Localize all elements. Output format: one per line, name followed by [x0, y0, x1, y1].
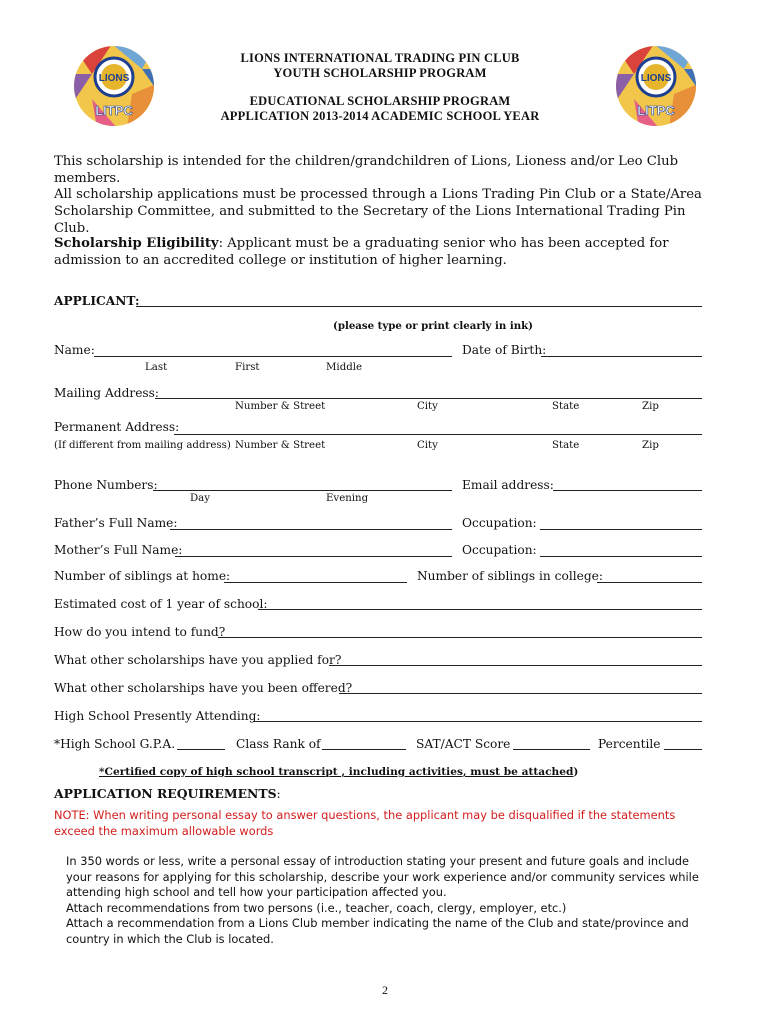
mailing-city-caption: City — [417, 401, 438, 412]
sat-field[interactable] — [513, 749, 590, 750]
requirements-heading-text: APPLICATION REQUIREMENTS — [54, 786, 277, 801]
requirements-heading-colon: : — [276, 786, 281, 801]
class-rank-label: Class Rank of — [236, 737, 321, 751]
mother-name-field[interactable] — [175, 556, 452, 557]
requirements-list — [66, 854, 706, 947]
name-last-caption: Last — [145, 362, 168, 373]
email-field[interactable] — [553, 490, 702, 491]
class-rank-field[interactable] — [322, 749, 406, 750]
phone-field[interactable] — [153, 490, 452, 491]
logo-caption: LITPC — [637, 103, 675, 118]
phone-day-caption: Day — [190, 493, 210, 504]
offered-label: What other scholarships have you been offered? — [54, 681, 353, 695]
percentile-field[interactable] — [664, 749, 702, 750]
permanent-state-caption: State — [552, 440, 580, 451]
percentile-label: Percentile — [598, 737, 661, 751]
lions-club-logo-right — [614, 44, 698, 128]
transcript-note-close: ) — [573, 766, 579, 778]
requirement-item: Attach recommendations from two persons (i.e., teacher, coach, clergy, employer, etc.) — [66, 900, 567, 915]
header-academic-year: APPLICATION 2013-2014 ACADEMIC SCHOOL YEAR — [220, 109, 540, 123]
name-label: Name: — [54, 343, 95, 357]
name-middle-caption: Middle — [326, 362, 363, 373]
dob-field[interactable] — [541, 356, 702, 357]
requirement-item: Attach a recommendation from a Lions Club member indicating the name of the Club and state/province and country in which the Club is located. — [66, 916, 689, 946]
mother-name-label: Mother’s Full Name: — [54, 543, 183, 557]
permanent-street-caption: Number & Street — [235, 440, 326, 451]
fund-label: How do you intend to fund? — [54, 625, 226, 639]
permanent-city-caption: City — [417, 440, 438, 451]
sat-label: SAT/ACT Score — [416, 737, 511, 751]
mailing-address-field[interactable] — [155, 398, 702, 399]
header-org-name: LIONS INTERNATIONAL TRADING PIN CLUB — [240, 51, 520, 65]
hs-attending-label: High School Presently Attending: — [54, 709, 261, 723]
header-edu-program: EDUCATIONAL SCHOLARSHIP PROGRAM — [249, 94, 511, 108]
email-label: Email address: — [462, 478, 554, 492]
permanent-zip-caption: Zip — [642, 440, 659, 451]
applied-label: What other scholarships have you applied for? — [54, 653, 342, 667]
applicant-label: APPLICANT: — [54, 294, 140, 308]
requirements-heading — [54, 786, 281, 801]
permanent-address-label: Permanent Address: — [54, 420, 180, 434]
mailing-state-caption: State — [552, 401, 580, 412]
header-program-name: YOUTH SCHOLARSHIP PROGRAM — [273, 66, 487, 80]
applicant-line[interactable] — [136, 306, 702, 307]
est-cost-label: Estimated cost of 1 year of school: — [54, 597, 268, 611]
gpa-field[interactable] — [177, 749, 225, 750]
mailing-street-caption: Number & Street — [235, 401, 326, 412]
siblings-college-field[interactable] — [597, 582, 702, 583]
if-different-caption: (If different from mailing address) — [54, 440, 231, 451]
est-cost-field[interactable] — [258, 609, 702, 610]
requirements-note: NOTE: When writing personal essay to answer questions, the applicant may be disqualified if the statements exceed the maximum allowable words — [54, 808, 676, 838]
applied-field[interactable] — [329, 665, 702, 666]
father-occupation-field[interactable] — [540, 529, 702, 530]
page-number: 2 — [382, 983, 388, 997]
dob-label: Date of Birth: — [462, 343, 547, 357]
siblings-home-field[interactable] — [224, 582, 407, 583]
eligibility-label: Scholarship Eligibility — [54, 236, 219, 251]
requirement-item: In 350 words or less, write a personal essay of introduction stating your present and future goals and include your reasons for applying for this scholarship, describe your work experience and/or community services while attending high school and tell how your participation affected you. — [66, 854, 699, 899]
name-field[interactable] — [94, 356, 452, 357]
father-name-field[interactable] — [170, 529, 452, 530]
mailing-zip-caption: Zip — [642, 401, 659, 412]
logo-center-text: LIONS — [98, 73, 130, 84]
mother-occupation-label: Occupation: — [462, 543, 537, 557]
intro-paragraph-2: All scholarship applications must be processed through a Lions Trading Pin Club or a State/Area Scholarship Committee, and submitted to the Secretary of the Lions International Trading Pin Club. — [54, 187, 702, 236]
offered-field[interactable] — [339, 693, 702, 694]
intro-paragraph-1: This scholarship is intended for the children/grandchildren of Lions, Lioness and/or Leo Club members. — [54, 154, 679, 186]
gpa-label: *High School G.P.A. — [54, 737, 176, 751]
hs-attending-field[interactable] — [253, 721, 702, 722]
father-name-label: Father’s Full Name: — [54, 516, 178, 530]
logo-center-text: LIONS — [640, 73, 672, 84]
mother-occupation-field[interactable] — [540, 556, 702, 557]
mailing-address-label: Mailing Address: — [54, 386, 160, 400]
lions-club-logo-left — [72, 44, 156, 128]
father-occupation-label: Occupation: — [462, 516, 537, 530]
fund-field[interactable] — [218, 637, 702, 638]
logo-caption: LITPC — [95, 103, 133, 118]
transcript-note — [99, 766, 578, 778]
phone-evening-caption: Evening — [326, 493, 369, 504]
print-note: (please type or print clearly in ink) — [333, 320, 534, 332]
siblings-college-label: Number of siblings in college: — [417, 569, 603, 583]
eligibility-paragraph — [54, 235, 714, 269]
eligibility-text: : Applicant must be a graduating senior who has been accepted for admission to an accredited college or institution of higher learning. — [54, 236, 669, 268]
phone-label: Phone Numbers: — [54, 478, 158, 492]
permanent-address-field[interactable] — [174, 434, 702, 435]
name-first-caption: First — [235, 362, 260, 373]
siblings-home-label: Number of siblings at home: — [54, 569, 231, 583]
transcript-note-text: *Certified copy of high school transcript , including activities, must be attached — [99, 766, 574, 778]
